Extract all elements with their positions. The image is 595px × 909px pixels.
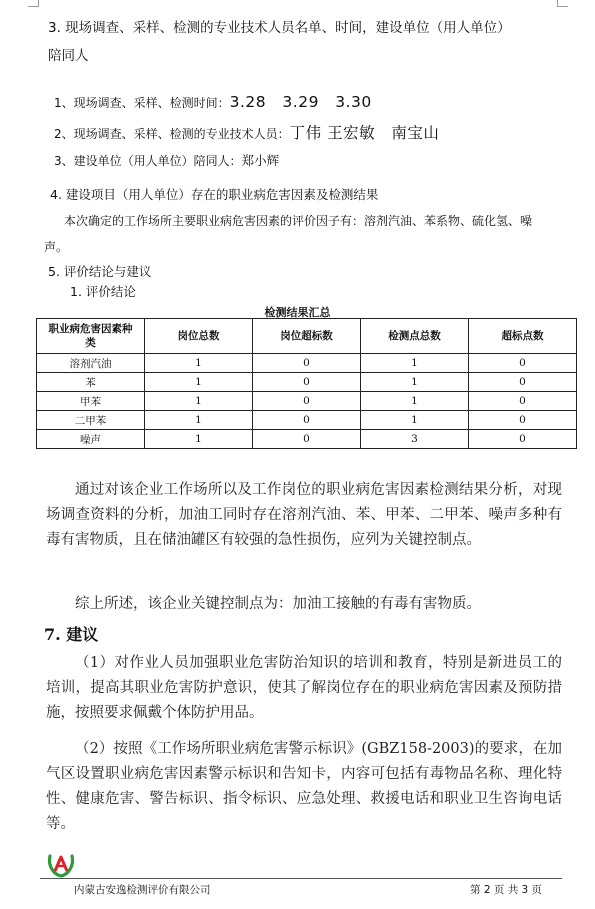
- table-cell: 0: [469, 392, 577, 411]
- section3-item3: [54, 150, 279, 169]
- table-cell: 0: [469, 373, 577, 392]
- table-row: [37, 430, 577, 449]
- section7-heading: 7. 建议: [44, 625, 99, 644]
- table-cell: 0: [469, 430, 577, 449]
- header-factor-text: 职业病危害因素种类: [48, 323, 133, 349]
- table-cell: 0: [469, 411, 577, 430]
- table-cell: 1: [361, 411, 469, 430]
- table-title: 检测结果汇总: [264, 306, 331, 319]
- table-cell: 1: [145, 373, 253, 392]
- crop-mark-top-right: [557, 0, 568, 7]
- table-cell: 1: [145, 430, 253, 449]
- item1-label: 1、现场调查、采样、检测时间：: [54, 96, 230, 110]
- section4-text-line1: 本次确定的工作场所主要职业病危害因素的评价因子有：溶剂汽油、苯系物、硫化氢、噪: [64, 214, 533, 228]
- suggestion-paragraph-2: （2）按照《工作场所职业病危害警示标识》(GBZ158-2003)的要求，在加气区设置职业病危害因素警示标识和告知卡，内容可包括有毒物品名称、理化特性、健康危害、警告标识、指令标识、应急处理、救援电话和职业卫生咨询电话等。: [46, 741, 562, 832]
- table-cell: 0: [253, 373, 361, 392]
- suggestion-paragraph-1: （1）对作业人员加强职业危害防治知识的培训和教育，特别是新进员工的培训，提高其职业危害防护意识，使其了解岗位存在的职业病危害因素及预防措施，按照要求佩戴个体防护用品。: [46, 655, 562, 721]
- section3-item2: [54, 121, 439, 143]
- header-post-total: 岗位总数: [145, 319, 253, 354]
- section3-item1: [54, 92, 372, 111]
- header-point-total: 检测点总数: [361, 319, 469, 354]
- table-cell: 0: [253, 354, 361, 373]
- item1-value: 3.28 3.29 3.30: [229, 93, 372, 111]
- table-cell: 1: [361, 392, 469, 411]
- table-cell: 噪声: [37, 430, 145, 449]
- header-post-exceed: 岗位超标数: [253, 319, 361, 354]
- table-row: [37, 373, 577, 392]
- footer-company: 内蒙古安逸检测评价有限公司: [74, 884, 211, 896]
- section5-subheading: 1. 评价结论: [70, 284, 136, 299]
- table-cell: 0: [469, 354, 577, 373]
- item3-value: 郑小辉: [241, 153, 280, 168]
- table-cell: 苯: [37, 373, 145, 392]
- table-cell: 1: [145, 392, 253, 411]
- item3-label: 3、建设单位（用人单位）陪同人：: [54, 154, 242, 168]
- table-row: [37, 354, 577, 373]
- item2-label: 2、现场调查、采样、检测的专业技术人员：: [54, 127, 290, 141]
- results-table: [36, 318, 577, 449]
- footer-page-number: 第 2 页 共 3 页: [470, 884, 543, 896]
- company-logo-icon: [46, 852, 76, 878]
- section3-heading-line1: 3. 现场调查、采样、检测的专业技术人员名单、时间，建设单位（用人单位）: [48, 20, 511, 36]
- table-cell: 0: [253, 392, 361, 411]
- table-row: [37, 392, 577, 411]
- crop-mark-top-left: [28, 0, 39, 7]
- table-cell: 1: [361, 354, 469, 373]
- table-cell: 0: [253, 411, 361, 430]
- table-cell: 二甲苯: [37, 411, 145, 430]
- table-cell: 1: [145, 411, 253, 430]
- section4-heading: 4. 建设项目（用人单位）存在的职业病危害因素及检测结果: [50, 187, 379, 202]
- item2-value: 丁伟 王宏敏 南宝山: [289, 124, 440, 142]
- section3-heading-line2: 陪同人: [48, 48, 89, 64]
- table-cell: 甲苯: [37, 392, 145, 411]
- table-cell: 0: [253, 430, 361, 449]
- header-factor: [37, 319, 145, 354]
- conclusion-paragraph-2: 综上所述，该企业关键控制点为：加油工接触的有毒有害物质。: [75, 596, 481, 612]
- section5-heading: 5. 评价结论与建议: [48, 264, 152, 279]
- table-cell: 3: [361, 430, 469, 449]
- conclusion-paragraph-1: 通过对该企业工作场所以及工作岗位的职业病危害因素检测结果分析，对现场调查资料的分析，加油工同时存在溶剂汽油、苯、甲苯、二甲苯、噪声多种有毒有害物质，且在储油罐区有较强的急性损伤，应列为关键控制点。: [46, 482, 562, 548]
- table-cell: 溶剂汽油: [37, 354, 145, 373]
- table-cell: 1: [145, 354, 253, 373]
- table-cell: 1: [361, 373, 469, 392]
- section4-text-line2: 声。: [44, 240, 69, 254]
- footer-divider: [40, 878, 562, 879]
- table-header-row: [37, 319, 577, 354]
- header-point-exceed: 超标点数: [469, 319, 577, 354]
- table-row: [37, 411, 577, 430]
